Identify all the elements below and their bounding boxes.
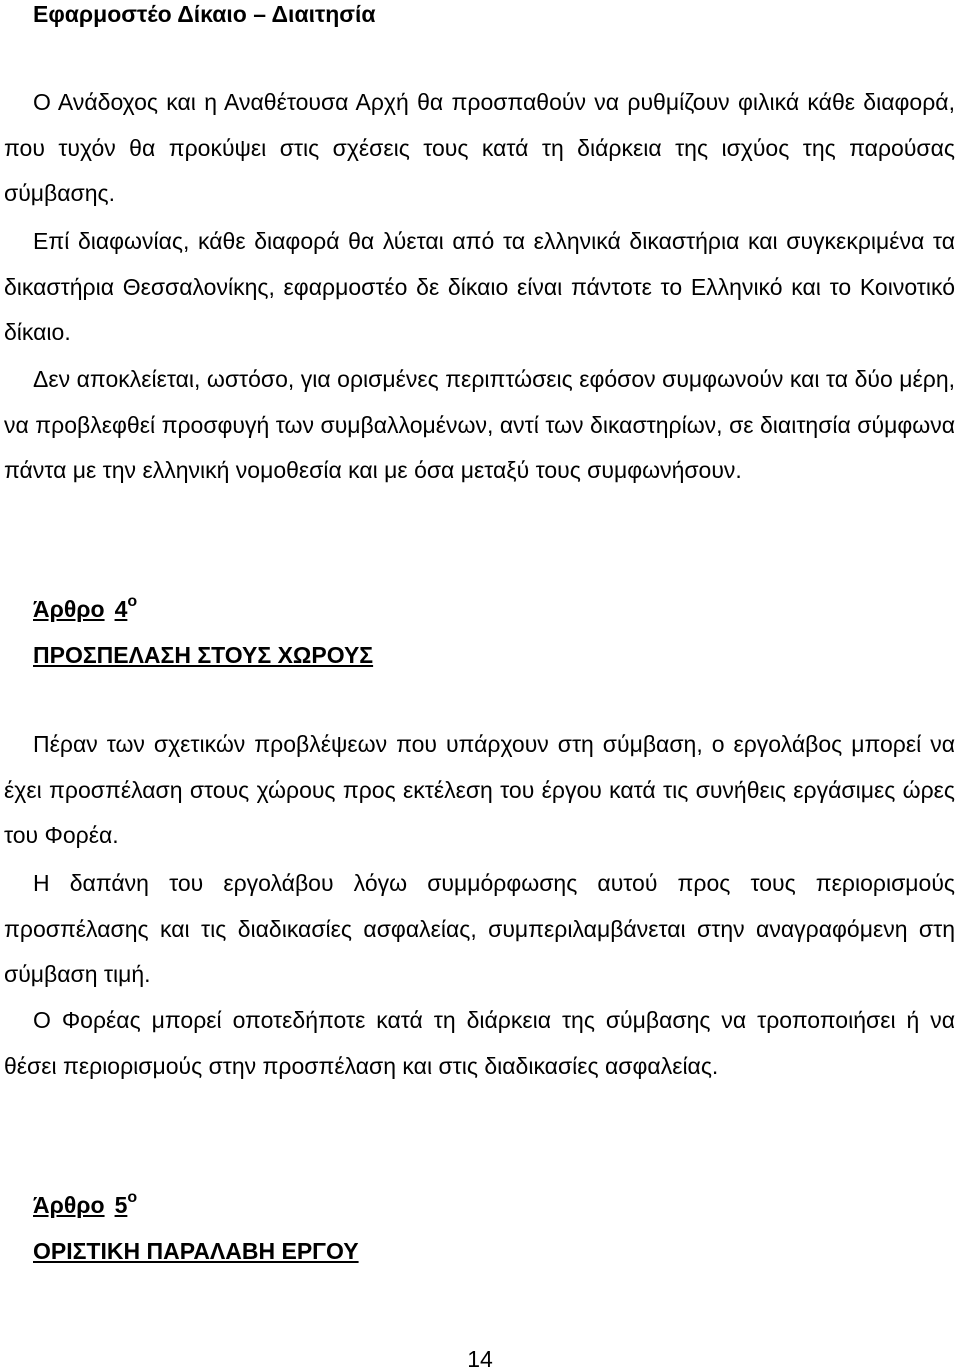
- article-4-title: ΠΡΟΣΠΕΛΑΣΗ ΣΤΟΥΣ ΧΩΡΟΥΣ: [33, 642, 374, 668]
- page-number: 14: [467, 1346, 493, 1372]
- paragraph-jurisdiction: Επί διαφωνίας, κάθε διαφορά θα λύεται από τα ελληνικά δικαστήρια και συγκεκριμένα τα δικαστήρια Θεσσαλονίκης, εφαρμοστέο δε δίκαιο είναι πάντοτε το Ελληνικό και το Κοινοτικό δίκαιο.: [4, 228, 955, 346]
- paragraph-access-cost: Η δαπάνη του εργολάβου λόγω συμμόρφωσης αυτού προς τους περιορισμούς προσπέλασης και τις διαδικασίες ασφαλείας, συμπεριλαμβάνεται στην αναγραφόμενη στη σύμβαση τιμή.: [4, 870, 955, 988]
- article-4-label: Άρθρο $4^o$: [33, 593, 138, 622]
- article-5-label: Άρθρο $5^o$: [33, 1189, 138, 1218]
- paragraph-amicable-settlement: Ο Ανάδοχος και η Αναθέτουσα Αρχή θα προσπαθούν να ρυθμίζουν φιλικά κάθε διαφορά, που τυχόν θα προκύψει στις σχέσεις τους κατά τη διάρκεια της ισχύος της παρούσας σύμβασης.: [4, 89, 955, 207]
- paragraph-arbitration: Δεν αποκλείεται, ωστόσο, για ορισμένες περιπτώσεις εφόσον συμφωνούν και τα δύο μέρη, να προβλεφθεί προσφυγή των συμβαλλομένων, αντί των δικαστηρίων, σε διαιτησία σύμφωνα πάντα με την ελληνική νομοθεσία και με όσα μεταξύ τους συμφωνήσουν.: [4, 366, 955, 484]
- article-5-title: ΟΡΙΣΤΙΚΗ ΠΑΡΑΛΑΒΗ ΕΡΓΟΥ: [33, 1238, 359, 1264]
- paragraph-access-modification: Ο Φορέας μπορεί οποτεδήποτε κατά τη διάρκεια της σύμβασης να τροποποιήσει ή να θέσει περιορισμούς στην προσπέλαση και στις διαδικασίες ασφαλείας.: [4, 1007, 955, 1079]
- paragraph-access-hours: Πέραν των σχετικών προβλέψεων που υπάρχουν στη σύμβαση, ο εργολάβος μπορεί να έχει προσπέλαση στους χώρους προς εκτέλεση του έργου κατά τις συνήθεις εργάσιμες ώρες του Φορέα.: [4, 731, 955, 849]
- section-title: Εφαρμοστέο Δίκαιο – Διαιτησία: [33, 1, 376, 27]
